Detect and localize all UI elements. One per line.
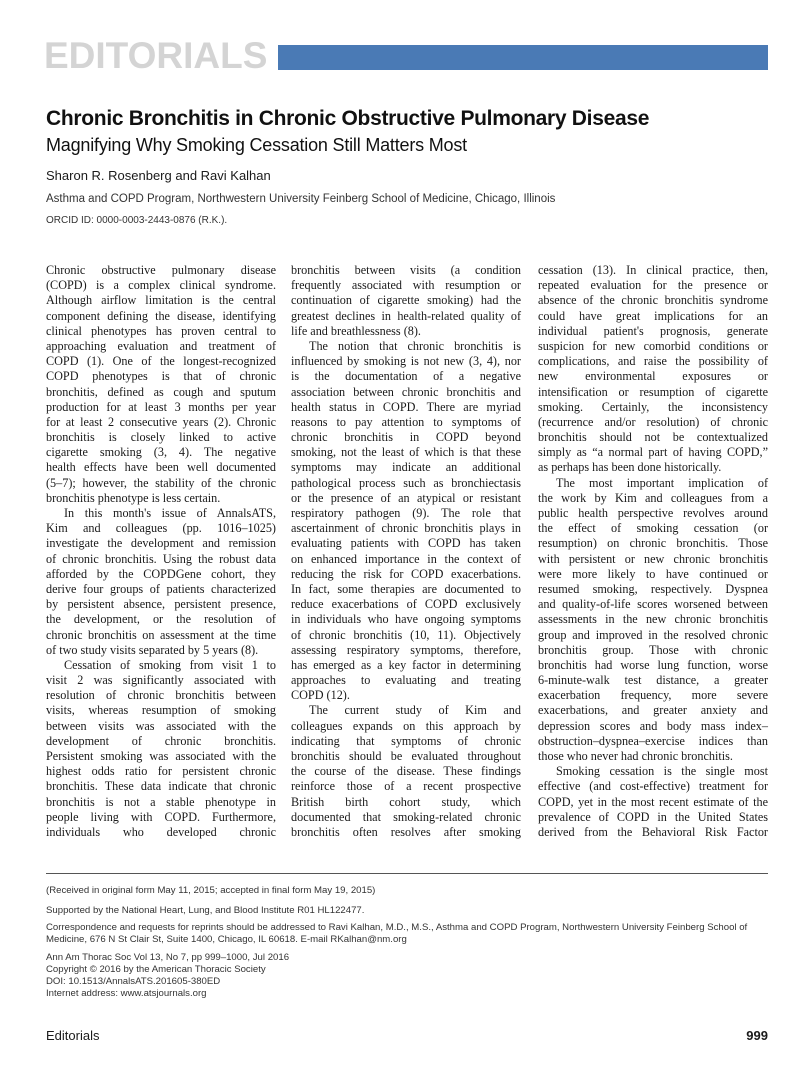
text-line: approaches to evaluating and treating [291, 673, 521, 688]
text-line: could have great implications for an [538, 308, 768, 323]
text-line: development of chronic bronchitis. [46, 733, 276, 748]
text-line: symptoms may indicate an additional [291, 460, 521, 475]
text-line: obstruction–dyspnea–exercise indices than [538, 733, 768, 748]
text-line: afforded by the COPDGene cohort, they [46, 566, 276, 581]
text-line: bronchitis is not a stable phenotype in [46, 794, 276, 809]
text-line: visits, whereas resumption of smoking [46, 703, 276, 718]
text-line: COPD phenotypes is that of chronic [46, 369, 276, 384]
text-line: life and breathlessness (8). [291, 323, 421, 338]
text-line: continuation of cigarette smoking) had the [291, 293, 521, 308]
received-note: (Received in original form May 11, 2015; accepted in final form May 19, 2015) [46, 885, 376, 896]
text-line: approaching evaluation and treatment of [46, 338, 276, 353]
text-line: (recurrence and/or resolution) of chronic [538, 414, 768, 429]
text-line: reinforce those of a recent prospective [291, 779, 521, 794]
text-line: derived from the Behavioral Risk Factor [538, 824, 768, 839]
text-line: exacerbation frequency, more severe [538, 688, 768, 703]
text-line: COPD (12). [291, 688, 350, 703]
text-line: ascertainment of chronic bronchitis plays in [291, 521, 521, 536]
text-line: indicating that symptoms of chronic [291, 733, 521, 748]
text-line: of chronic bronchitis (10, 11). Objectively [291, 627, 521, 642]
text-line: Cessation of smoking from visit 1 to [64, 657, 276, 672]
text-line: exacerbations, and greater anxiety and [538, 703, 768, 718]
page-number: 999 [746, 1028, 768, 1043]
text-line: COPD (1). One of the longest-recognized [46, 354, 276, 369]
text-line: clinical phenotypes has proven central to [46, 323, 276, 338]
text-line: the effect of smoking cessation (or [538, 521, 768, 536]
text-line: investigate the development and remission [46, 536, 276, 551]
text-line: Smoking cessation is the single most [556, 764, 768, 779]
doi: DOI: 10.1513/AnnalsATS.201605-380ED [46, 976, 221, 987]
text-line: individual patient's prognosis, generate [538, 323, 768, 338]
paragraph [291, 339, 521, 704]
text-line: smoking, not the least of which is that these [291, 445, 521, 460]
paragraph [538, 476, 768, 765]
text-line: The notion that chronic bronchitis is [309, 338, 521, 353]
text-line: bronchitis should not be contextualized [538, 430, 768, 445]
text-line: the course of the disease. These findings [291, 764, 521, 779]
text-line: Although airflow limitation is the central [46, 293, 276, 308]
text-line: or the presence of an atypical or resistant [291, 490, 521, 505]
text-line: on enhanced importance in the context of [291, 551, 521, 566]
text-line: chronic bronchitis on assessment at the time [46, 627, 276, 642]
text-line: for at least 2 consecutive years (2). Chronic [46, 414, 276, 429]
text-line: health effects have been well documented [46, 460, 276, 475]
text-line: simply as “a normal part of having COPD,” [538, 445, 768, 460]
text-line: greatest declines in health-related quality of [291, 308, 521, 323]
text-line: is the documentation of a negative [291, 369, 521, 384]
affiliation: Asthma and COPD Program, Northwestern University Feinberg School of Medicine, Chicago, Illinois [46, 193, 556, 205]
text-line: COPD, yet in the most recent estimate of the [538, 794, 768, 809]
paragraph [538, 764, 768, 840]
body-column-2 [291, 263, 521, 840]
text-line: between visits was associated with the [46, 718, 276, 733]
text-line: has emerged as a key factor in determining [291, 657, 521, 672]
text-line: bronchitis group. Those with chronic [538, 642, 768, 657]
text-line: colleagues expands on this approach by [291, 718, 521, 733]
text-line: suspicion for new comorbid conditions or [538, 338, 768, 353]
text-line: and quality-of-life scores worsened between [538, 597, 768, 612]
text-line: cessation (13). In clinical practice, then, [538, 263, 768, 277]
text-line: resumption) on chronic bronchitis. Those [538, 536, 768, 551]
text-line: the development, or the resolution of [46, 612, 276, 627]
text-line: group and improved in the resolved chronic [538, 627, 768, 642]
text-line: highest odds ratio for persistent chronic [46, 764, 276, 779]
text-line: those who never had chronic bronchitis. [538, 749, 733, 763]
text-line: as perhaps has been done historically. [538, 460, 722, 475]
copyright: Copyright © 2016 by the American Thoracic Society [46, 964, 266, 975]
text-line: Chronic obstructive pulmonary disease [46, 263, 276, 277]
text-line: reasons to pay attention to symptoms of [291, 414, 521, 429]
text-line: were more likely to have continued or [538, 566, 768, 581]
authors: Sharon R. Rosenberg and Ravi Kalhan [46, 168, 271, 183]
paragraph [46, 263, 276, 506]
text-line: individuals who developed chronic [46, 824, 276, 839]
text-line: with persistent or new chronic bronchitis [538, 551, 768, 566]
text-line: bronchitis phenotype is less certain. [46, 490, 221, 505]
text-line: by persistent absence, persistent presence, [46, 597, 276, 612]
text-line: bronchitis. These data indicate that chronic [46, 779, 276, 794]
text-line: bronchitis should be evaluated throughout [291, 749, 521, 763]
text-line: In this month's issue of AnnalsATS, [64, 506, 276, 520]
text-line: derive four groups of patients characterized [46, 581, 276, 596]
text-line: The current study of Kim and [309, 703, 521, 718]
article-title: Chronic Bronchitis in Chronic Obstructive Pulmonary Disease [46, 107, 650, 130]
text-line: (5–7); however, the stability of the chronic [46, 475, 276, 490]
text-line: The most important implication of [556, 475, 768, 490]
text-line: In fact, some therapies are documented to [291, 581, 521, 596]
text-line: influenced by smoking is not new (3, 4), nor [291, 354, 521, 369]
text-line: depression scores and body mass index– [538, 718, 768, 733]
body-column-3 [538, 263, 768, 840]
text-line: intensification or resumption of cigarette [538, 384, 768, 399]
text-line: 6-minute-walk test distance, a greater [538, 673, 768, 688]
text-line: absence of the chronic bronchitis syndrome [538, 293, 768, 308]
internet-address: Internet address: www.atsjournals.org [46, 988, 207, 999]
text-line: evaluating patients with COPD has taken [291, 536, 521, 551]
paragraph [46, 658, 276, 840]
paragraph [538, 263, 768, 476]
section-color-bar [278, 45, 768, 70]
text-line: effective (and cost-effective) treatment for [538, 779, 768, 794]
citation: Ann Am Thorac Soc Vol 13, No 7, pp 999–1000, Jul 2016 [46, 952, 290, 963]
text-line: (COPD) is a complex clinical syndrome. [46, 278, 276, 293]
text-line: chronic bronchitis in COPD beyond [291, 430, 521, 445]
paragraph [291, 263, 521, 339]
text-line: cigarette smoking (3, 4). The negative [46, 445, 276, 460]
text-line: production for at least 3 months per year [46, 399, 276, 414]
text-line: the work by Kim and colleagues from a [538, 490, 768, 505]
text-line: reduce exacerbations of COPD exclusively [291, 597, 521, 612]
text-line: British birth cohort study, which [291, 794, 521, 809]
paragraph [291, 703, 521, 840]
text-line: prevalence of COPD in the United States [538, 809, 768, 824]
text-line: bronchitis, defined as cough and sputum [46, 384, 276, 399]
text-line: people living with COPD. Furthermore, [46, 809, 276, 824]
text-line: assessments in the new chronic bronchitis [538, 612, 768, 627]
text-line: resolution of chronic bronchitis between [46, 688, 276, 703]
text-line: frequently associated with resumption or [291, 278, 521, 293]
text-line: pathological process such as bronchiectasis [291, 475, 521, 490]
text-line: assessing respiratory symptoms, therefore, [291, 642, 521, 657]
text-line: bronchitis had worse lung function, worse [538, 657, 768, 672]
text-line: bronchitis between visits (a condition [291, 263, 521, 277]
orcid: ORCID ID: 0000-0003-2443-0876 (R.K.). [46, 215, 228, 226]
text-line: public health perspective revolves around [538, 506, 768, 520]
text-line: Persistent smoking was associated with the [46, 749, 276, 763]
text-line: documented that smoking-related chronic [291, 809, 521, 824]
text-line: smoking. Certainly, the inconsistency [538, 399, 768, 414]
body-column-1 [46, 263, 276, 840]
paragraph [46, 506, 276, 658]
text-line: repeated evaluation for the presence or [538, 278, 768, 293]
text-line: Kim and colleagues (pp. 1016–1025) [46, 521, 276, 536]
article-subtitle: Magnifying Why Smoking Cessation Still Matters Most [46, 135, 467, 155]
text-line: reducing the risk for COPD exacerbations. [291, 566, 521, 581]
correspondence-note: Correspondence and requests for reprints should be addressed to Ravi Kalhan, M.D., M.S., Asthma and COPD Program, Northwestern University Feinberg School of Medicine, 676 N St Clair St, Suite 1400, Chicago, IL 60618. E-mail RKalhan@nm.org [46, 922, 748, 945]
text-line: of chronic bronchitis. Using the robust data [46, 551, 276, 566]
text-line: bronchitis often resolves after smoking [291, 824, 521, 839]
text-line: in individuals who have ongoing symptoms [291, 612, 521, 627]
text-line: respiratory pathogen (9). The role that [291, 506, 521, 520]
footnote-divider [46, 873, 768, 874]
text-line: resumed smoking, respectively. Dyspnea [538, 581, 768, 596]
text-line: association between chronic bronchitis and [291, 384, 521, 399]
text-line: visit 2 was significantly associated with [46, 673, 276, 688]
text-line: of two study visits separated by 5 years (8). [46, 642, 259, 657]
text-line: complications, and raise the possibility of [538, 354, 768, 369]
text-line: component defining the disease, identifying [46, 308, 276, 323]
support-note: Supported by the National Heart, Lung, and Blood Institute R01 HL122477. [46, 905, 365, 916]
text-line: bronchitis is closely linked to active [46, 430, 276, 445]
text-line: health status in COPD. There are myriad [291, 399, 521, 414]
footer-section: Editorials [46, 1028, 100, 1043]
text-line: new environmental exposures or [538, 369, 768, 384]
section-label: EDITORIALS [44, 35, 268, 76]
